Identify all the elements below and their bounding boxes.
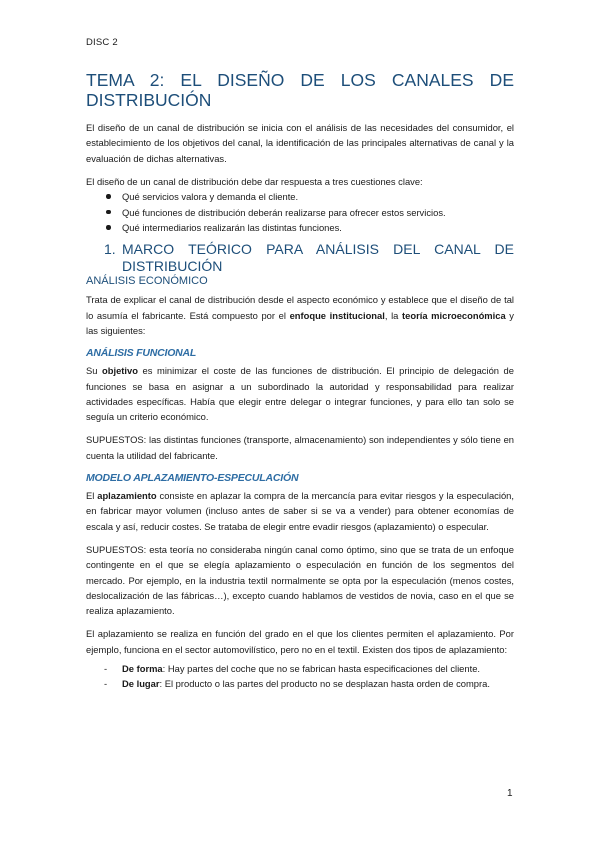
- intro-paragraph-2: El diseño de un canal de distribución debe dar respuesta a tres cuestiones clave:: [86, 175, 423, 187]
- key-questions-list: [86, 189, 514, 235]
- list-item: Qué funciones de distribución deberán realizarse para ofrecer estos servicios.: [86, 205, 514, 220]
- page-title: TEMA 2: EL DISEÑO DE LOS CANALES DE DISTRIBUCIÓN: [86, 70, 514, 110]
- list-item: Qué servicios valora y demanda el cliente.: [86, 189, 514, 204]
- list-item: - De lugar: El producto o las partes del producto no se desplazan hasta orden de compra.: [86, 676, 514, 691]
- page-number: 1: [507, 788, 513, 799]
- section-number: 1.: [104, 241, 116, 258]
- page-content: [86, 70, 514, 692]
- modelo-paragraph-2: SUPUESTOS: esta teoría no consideraba ningún canal como óptimo, sino que se trata de un enfoque contingente en el que se elegía aplazamiento o especulación en función de los segmentos del mercado. Por ejemplo, en la industria textil normalmente se opta por la especulación (menos costes, deslocalización de las fábricas…), excepto cuando hablamos de vestidos de novia, caso en el que se realiza aplazamiento.: [86, 543, 514, 617]
- list-item: - De forma: Hay partes del coche que no se fabrican hasta especificaciones del cliente.: [86, 661, 514, 676]
- aplazamiento-types-list: [86, 661, 514, 692]
- list-item: Qué intermediarios realizarán las distintas funciones.: [86, 220, 514, 235]
- subheading-analisis-funcional: ANÁLISIS FUNCIONAL: [86, 347, 197, 360]
- analisis-funcional-paragraph-2: SUPUESTOS: las distintas funciones (transporte, almacenamiento) son independientes y sólo tiene en cuenta la utilidad del fabricante.: [86, 434, 514, 461]
- subheading-analisis-economico: ANÁLISIS ECONÓMICO: [86, 275, 208, 288]
- modelo-paragraph-3: El aplazamiento se realiza en función del grado en el que los clientes permiten el aplazamiento. Por ejemplo, funciona en el sector automovilístico, pero no en el textil. Existen dos tipos de aplazamiento:: [86, 628, 514, 655]
- subheading-modelo-aplazamiento: MODELO APLAZAMIENTO-ESPECULACIÓN: [86, 472, 299, 485]
- analisis-funcional-paragraph-1: Su objetivo es minimizar el coste de las funciones de distribución. El principio de delegación de funciones se basa en asignar a un subordinado la autoridad y responsabilidad para realizar actividades específicas. Había que elegir entre delegar o integrar funciones, y para ello tan solo se seguía un criterio económico.: [86, 365, 514, 423]
- modelo-paragraph-1: El aplazamiento consiste en aplazar la compra de la mercancía para evitar riesgos y la especulación, en fabricar mayor volumen (incluso antes de saber si se va a vender) para obtener economías de escala y así, reducir costes. Se trataba de elegir entre evadir riesgos (aplazamiento) o especular.: [86, 490, 514, 532]
- analisis-economico-paragraph: Trata de explicar el canal de distribución desde el aspecto económico y establece que el diseño de tal lo asumía el fabricante. Está compuesto por el enfoque institucional, la teoría microeconómica y las siguientes:: [86, 294, 514, 336]
- section-title: MARCO TEÓRICO PARA ANÁLISIS DEL CANAL DE DISTRIBUCIÓN: [122, 241, 514, 274]
- intro-paragraph-1: El diseño de un canal de distribución se inicia con el análisis de las necesidades del consumidor, el establecimiento de los objetivos del canal, la identificación de las principales alternativas de canal y la evaluación de dichas alternativas.: [86, 122, 514, 164]
- section-heading-1: [86, 241, 514, 274]
- page-header: DISC 2: [86, 37, 118, 48]
